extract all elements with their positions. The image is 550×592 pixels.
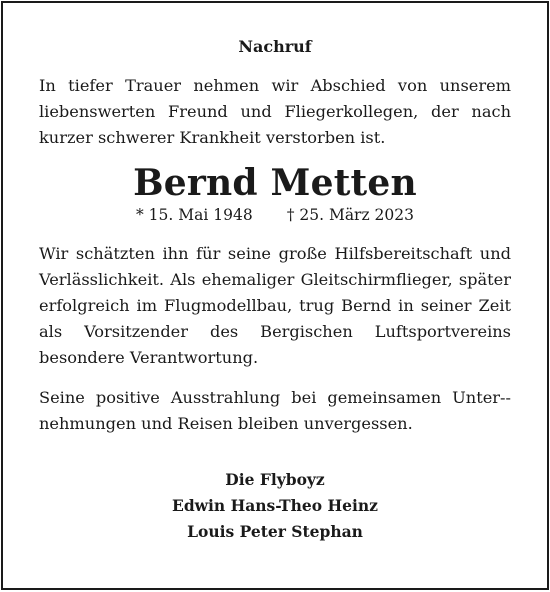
notice-heading: Nachruf [238,37,312,56]
intro-paragraph: In tiefer Trauer nehmen wir Abschied von unserem liebenswerten Freund und Fliegerkollegen, der nach kurzer schwerer Krankheit verstorben ist. [39,76,511,147]
closing-paragraph: Seine positive Ausstrahlung bei gemeinsamen Unter-nehmungen und Reisen bleiben unvergessen. [39,388,511,433]
signature-block [39,467,511,545]
deceased-name: Bernd Metten [133,162,417,204]
birth-date: * 15. Mai 1948 [135,206,253,224]
life-dates [39,205,511,225]
death-date: † 25. März 2023 [286,206,415,224]
tribute-paragraph: Wir schätzten ihn für seine große Hilfsbereitschaft und Verlässlichkeit. Als ehemaliger Gleitschirmflieger, später erfolgreich im Flugmodellbau, trug Bernd in seiner Zeit als Vorsitzender des Bergischen Luftsportvereins besondere Verantwortung. [39,244,511,367]
signature-names-line-1: Edwin Hans-Theo Heinz [172,496,378,515]
obituary-notice [1,1,549,590]
signature-names-line-2: Louis Peter Stephan [187,522,363,541]
signature-group: Die Flyboyz [225,470,325,489]
